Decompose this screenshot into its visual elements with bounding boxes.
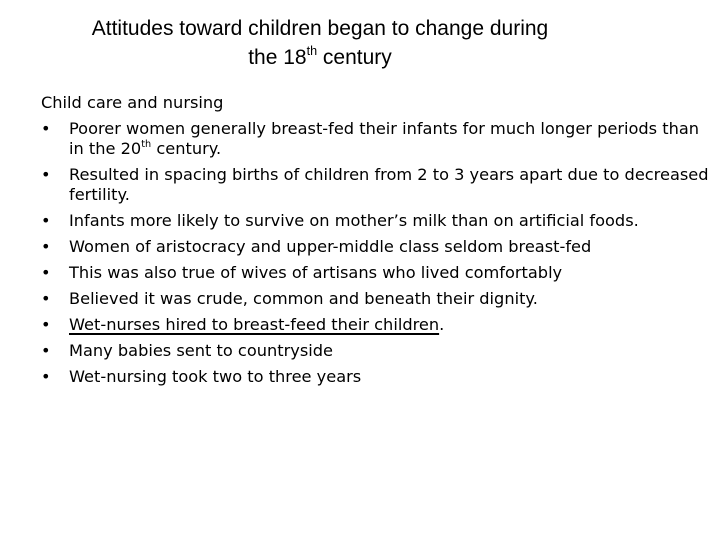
bullet-icon: • xyxy=(41,315,51,334)
list-item xyxy=(41,162,711,208)
title-line-1: Attitudes toward children began to change during xyxy=(91,17,549,40)
list-item xyxy=(41,364,711,390)
bullet-icon: • xyxy=(41,165,51,184)
bullet-icon: • xyxy=(41,367,51,386)
list-item-text: Infants more likely to survive on mother’s milk than on artificial foods. xyxy=(69,211,639,230)
bullet-icon: • xyxy=(41,341,51,360)
list-item-text-underlined: Wet-nurses hired to breast-feed their children xyxy=(69,315,440,334)
bullet-icon: • xyxy=(41,211,51,230)
section-heading: Child care and nursing xyxy=(41,93,224,112)
list-item-superscript: th xyxy=(141,139,152,151)
bullet-icon: • xyxy=(41,119,51,138)
list-item-text: Resulted in spacing births of children from 2 to 3 years apart due to decreased fertility. xyxy=(69,165,709,204)
bullet-icon: • xyxy=(41,263,51,282)
list-item-text: Women of aristocracy and upper-middle class seldom breast-fed xyxy=(69,237,592,256)
title-line-2 xyxy=(40,43,600,72)
list-item-text: Wet-nursing took two to three years xyxy=(69,367,362,386)
list-item xyxy=(41,208,711,234)
list-item xyxy=(41,312,711,338)
list-item-text: This was also true of wives of artisans who lived comfortably xyxy=(69,263,563,282)
slide-title xyxy=(40,14,600,72)
bullet-icon: • xyxy=(41,289,51,308)
list-item xyxy=(41,260,711,286)
list-item xyxy=(41,286,711,312)
title-line-2-prefix: the 18 xyxy=(248,46,307,69)
list-item-text-suffix: century. xyxy=(151,139,222,158)
list-item-text: Poorer women generally breast-fed their infants for much longer periods than in the 20 xyxy=(69,119,700,158)
title-superscript: th xyxy=(306,44,318,59)
bullet-list xyxy=(41,116,711,390)
list-item-text-trailing: . xyxy=(439,315,445,334)
list-item xyxy=(41,234,711,260)
bullet-icon: • xyxy=(41,237,51,256)
list-item xyxy=(41,338,711,364)
list-item-text: Believed it was crude, common and beneath their dignity. xyxy=(69,289,538,308)
list-item xyxy=(41,116,711,162)
slide-body xyxy=(41,90,711,390)
title-line-2-suffix: century xyxy=(317,46,392,69)
list-item-text: Many babies sent to countryside xyxy=(69,341,333,360)
